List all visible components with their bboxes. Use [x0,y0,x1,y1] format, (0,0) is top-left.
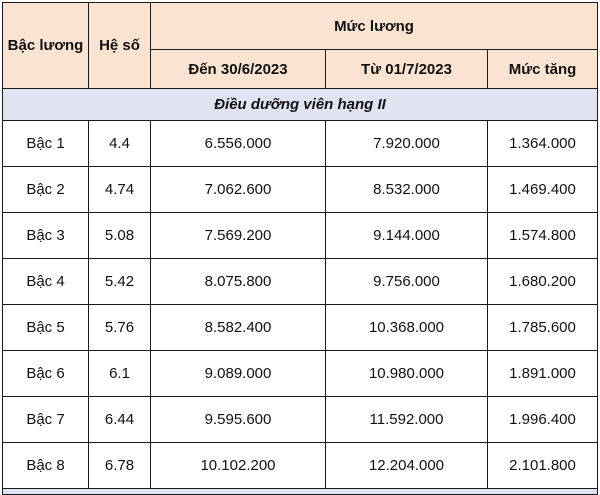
table-row [3,167,598,213]
cell-he-so: 5.42 [89,259,151,305]
cell-den: 7.062.600 [151,167,326,213]
header-den: Đến 30/6/2023 [151,50,326,89]
cell-den: 7.569.200 [151,213,326,259]
cell-tu: 10.980.000 [326,351,488,397]
salary-table [2,2,598,495]
table-row [3,213,598,259]
cell-tu: 11.592.000 [326,397,488,443]
cell-he-so: 5.76 [89,305,151,351]
cell-den: 8.582.400 [151,305,326,351]
table-row [3,259,598,305]
cell-he-so: 5.08 [89,213,151,259]
cell-he-so: 6.1 [89,351,151,397]
cell-tu: 7.920.000 [326,121,488,167]
cell-muc-tang: 1.364.000 [488,121,598,167]
cell-tu: 10.368.000 [326,305,488,351]
cell-den: 9.595.600 [151,397,326,443]
cell-tu: 9.756.000 [326,259,488,305]
cell-he-so: 4.74 [89,167,151,213]
header-bac-luong: Bậc lương [3,3,89,89]
cell-den: 10.102.200 [151,443,326,489]
cell-tu: 12.204.000 [326,443,488,489]
cell-muc-tang: 1.996.400 [488,397,598,443]
cell-bac-luong: Bậc 1 [3,121,89,167]
cell-muc-tang: 1.680.200 [488,259,598,305]
header-muc-luong: Mức lương [151,3,598,50]
cell-muc-tang: 2.101.800 [488,443,598,489]
table-row [3,443,598,489]
cell-muc-tang: 1.891.000 [488,351,598,397]
cell-muc-tang: 1.785.600 [488,305,598,351]
cell-den: 9.089.000 [151,351,326,397]
cell-bac-luong: Bậc 6 [3,351,89,397]
cell-den: 6.556.000 [151,121,326,167]
cell-bac-luong: Bậc 5 [3,305,89,351]
header-muc-tang: Mức tăng [488,50,598,89]
cell-bac-luong: Bậc 4 [3,259,89,305]
cell-muc-tang: 1.469.400 [488,167,598,213]
cell-he-so: 4.4 [89,121,151,167]
cell-tu: 9.144.000 [326,213,488,259]
table-row [3,121,598,167]
cell-bac-luong: Bậc 8 [3,443,89,489]
cell-muc-tang: 1.574.800 [488,213,598,259]
cell-tu: 8.532.000 [326,167,488,213]
table-row [3,305,598,351]
header-tu: Từ 01/7/2023 [326,50,488,89]
table-row [3,351,598,397]
cell-bac-luong: Bậc 2 [3,167,89,213]
header-he-so: Hệ số [89,3,151,89]
table-row [3,397,598,443]
section-title: Điều dưỡng viên hạng II [3,89,598,121]
cell-den: 8.075.800 [151,259,326,305]
cell-bac-luong: Bậc 3 [3,213,89,259]
cell-he-so: 6.78 [89,443,151,489]
cell-bac-luong: Bậc 7 [3,397,89,443]
cell-he-so: 6.44 [89,397,151,443]
